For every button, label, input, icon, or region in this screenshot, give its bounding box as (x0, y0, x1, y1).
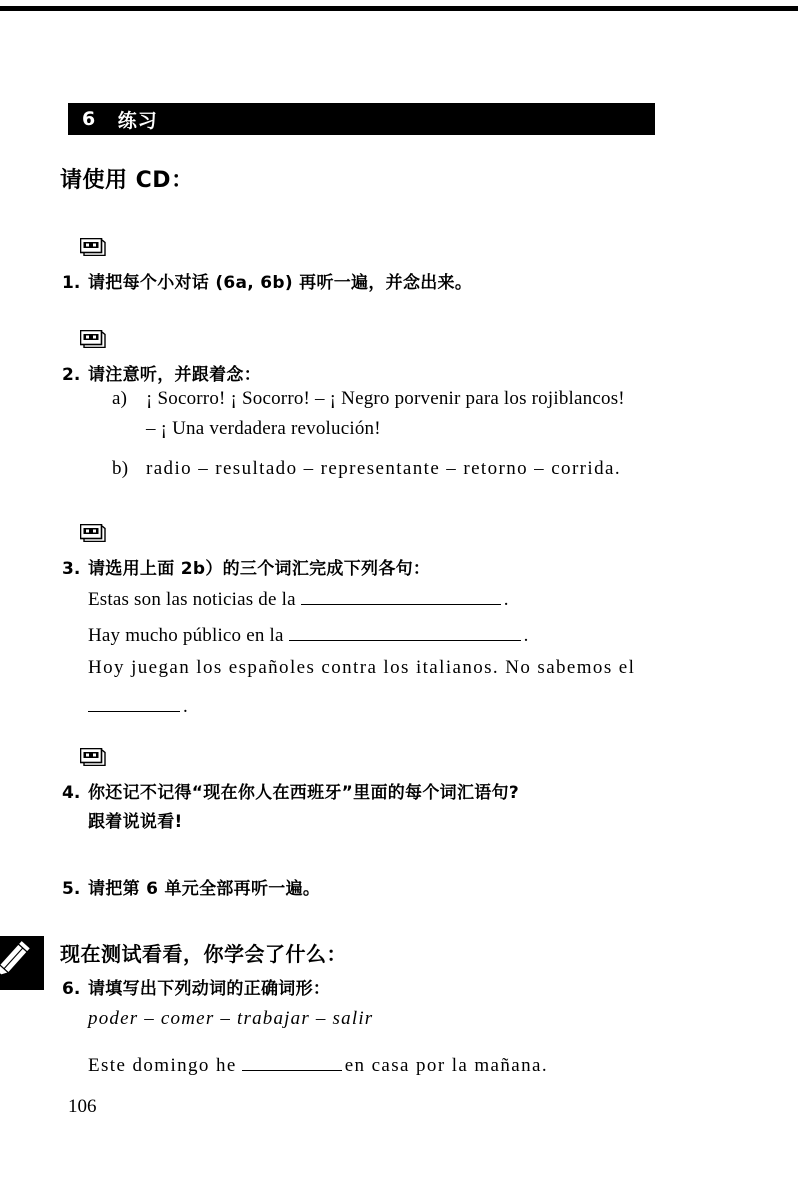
exercise-item-3 (62, 554, 430, 579)
cassette-icon (80, 330, 106, 348)
exercise-2b-text-1: radio – resultado – representante – retorno – corrida. (146, 458, 621, 479)
exercise-6-sentence-after: en casa por la mañana. (344, 1055, 548, 1077)
cassette-icon (80, 748, 106, 766)
test-section-heading: 现在测试看看，你学会了什么： (60, 942, 347, 966)
sub-item-label-b: b) (112, 458, 129, 479)
exercise-prompt-6: 请填写出下列动词的正确词形： (88, 979, 331, 999)
exercise-prompt-3: 请选用上面 2b）的三个词汇完成下列各句： (88, 559, 431, 579)
verb-list: poder – comer – trabajar – salir (88, 1008, 374, 1029)
exercise-item-1 (62, 268, 472, 293)
fill-in-line-2-before: Hay mucho público en la (88, 625, 284, 647)
exercise-number-5: 5. (62, 879, 81, 899)
exercise-prompt-4-line2: 跟着说说看! (88, 812, 183, 832)
fill-in-blank-3[interactable] (88, 693, 180, 712)
exercise-6-sentence-before: Este domingo he (88, 1055, 237, 1077)
cassette-icon (80, 238, 106, 256)
exercise-item-5 (62, 874, 320, 899)
exercise-2b-line-1 (112, 458, 621, 480)
exercise-prompt-1: 请把每个小对话 (6a, 6b) 再听一遍，并念出来。 (88, 273, 473, 293)
exercise-2a-text-1: ¡ Socorro! ¡ Socorro! – ¡ Negro porvenir para los rojiblancos! (146, 388, 625, 409)
fill-in-line-2 (88, 622, 529, 647)
unit-header-bar (68, 103, 655, 135)
fill-in-line-1-before: Estas son las noticias de la (88, 589, 296, 611)
exercise-2a-line-1 (112, 388, 625, 410)
fill-in-line-4-after: . (183, 696, 188, 718)
exercise-prompt-4: 你还记不记得“现在你人在西班牙”里面的每个词汇语句? (88, 783, 520, 803)
pencil-icon (0, 936, 44, 990)
exercise-number-2: 2. (62, 365, 81, 385)
exercise-number-4: 4. (62, 783, 81, 803)
exercise-number-3: 3. (62, 559, 81, 579)
exercise-prompt-5: 请把第 6 单元全部再听一遍。 (88, 879, 321, 899)
exercise-prompt-2: 请注意听，并跟着念： (88, 365, 261, 385)
fill-in-line-3: Hoy juegan los españoles contra los italianos. No sabemos el (88, 657, 636, 678)
page-number: 106 (68, 1096, 97, 1117)
exercise-number-6: 6. (62, 979, 81, 999)
exercise-6-sentence (88, 1052, 548, 1077)
unit-title: 练习 (117, 109, 158, 132)
exercise-6-blank[interactable] (242, 1052, 342, 1071)
exercise-item-2 (62, 360, 261, 385)
fill-in-blank-2[interactable] (289, 622, 521, 641)
unit-number: 6 (82, 108, 96, 130)
scan-edge-artifact (0, 6, 798, 11)
exercise-item-6 (62, 974, 330, 999)
exercise-2a-line-2: – ¡ Una verdadera revolución! (146, 418, 381, 439)
cassette-icon (80, 524, 106, 542)
cd-section-heading: 请使用 CD： (60, 168, 194, 193)
fill-in-line-1 (88, 586, 509, 611)
fill-in-line-1-after: . (503, 589, 509, 611)
fill-in-line-2-after: . (523, 625, 529, 647)
exercise-item-4 (62, 778, 519, 803)
fill-in-blank-1[interactable] (301, 586, 501, 605)
sub-item-label-a: a) (112, 388, 128, 409)
fill-in-line-4 (88, 693, 188, 718)
exercise-number-1: 1. (62, 273, 81, 293)
